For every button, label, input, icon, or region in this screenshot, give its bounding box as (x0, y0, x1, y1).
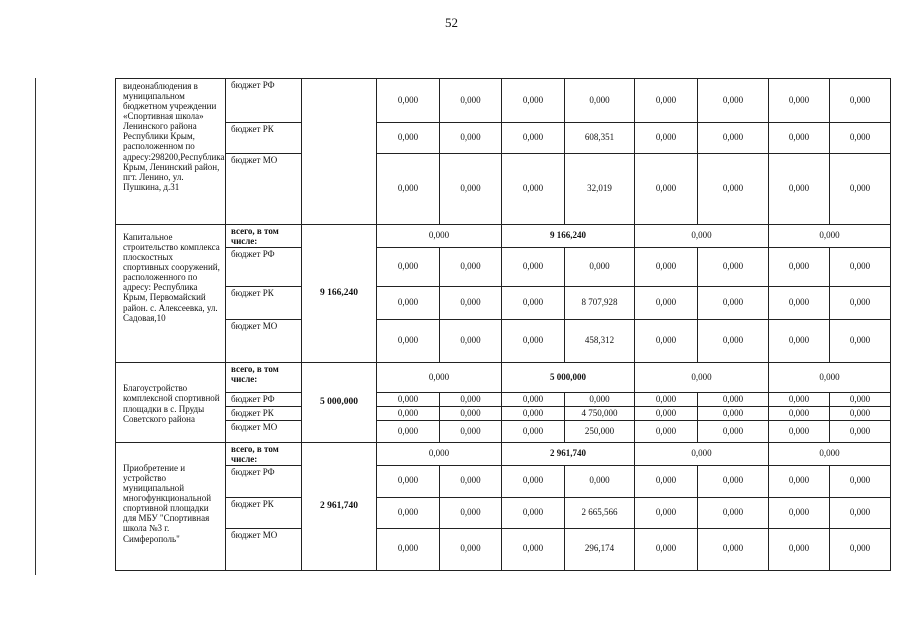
value-cell: 0,000 (769, 393, 830, 407)
source-label: бюджет РК (226, 123, 302, 154)
value-cell: 0,000 (377, 287, 440, 320)
value-cell: 0,000 (377, 393, 440, 407)
table-row (116, 465, 891, 497)
value-cell: 32,019 (565, 154, 635, 225)
year-total-cell: 5 000,000 (502, 363, 635, 393)
value-cell: 0,000 (830, 393, 891, 407)
value-cell: 0,000 (830, 248, 891, 287)
value-cell: 4 750,000 (565, 407, 635, 421)
value-cell: 0,000 (440, 320, 502, 363)
value-cell: 0,000 (635, 320, 698, 363)
page-number: 52 (445, 15, 458, 30)
year-total-cell: 0,000 (635, 443, 769, 466)
value-cell: 0,000 (565, 79, 635, 123)
value-cell: 0,000 (698, 154, 769, 225)
value-cell: 0,000 (635, 123, 698, 154)
budget-table (115, 78, 891, 571)
value-cell: 0,000 (769, 465, 830, 497)
value-cell: 0,000 (698, 465, 769, 497)
value-cell: 0,000 (377, 248, 440, 287)
value-cell: 0,000 (502, 248, 565, 287)
value-cell: 0,000 (440, 421, 502, 443)
year-total-cell: 0,000 (769, 225, 891, 248)
table-row (116, 393, 891, 407)
value-cell: 0,000 (635, 528, 698, 570)
value-cell: 0,000 (830, 320, 891, 363)
value-cell: 0,000 (377, 320, 440, 363)
year-total-cell: 0,000 (377, 363, 502, 393)
value-cell: 0,000 (377, 528, 440, 570)
year-total-cell: 0,000 (635, 225, 769, 248)
year-total-cell: 0,000 (769, 443, 891, 466)
source-label: бюджет МО (226, 154, 302, 225)
value-cell: 0,000 (698, 320, 769, 363)
table-row (116, 320, 891, 363)
value-cell: 0,000 (440, 248, 502, 287)
table-row (116, 154, 891, 225)
source-label: бюджет МО (226, 320, 302, 363)
value-cell: 0,000 (698, 248, 769, 287)
value-cell: 0,000 (377, 465, 440, 497)
value-cell: 0,000 (502, 79, 565, 123)
project-total: 5 000,000 (302, 363, 377, 443)
total-label: всего, в том числе: (226, 363, 302, 393)
value-cell: 0,000 (830, 79, 891, 123)
value-cell: 0,000 (502, 421, 565, 443)
value-cell: 0,000 (769, 79, 830, 123)
table-row (116, 287, 891, 320)
source-label: бюджет МО (226, 421, 302, 443)
value-cell: 0,000 (440, 123, 502, 154)
value-cell: 0,000 (440, 528, 502, 570)
source-label: бюджет РК (226, 287, 302, 320)
value-cell: 0,000 (769, 497, 830, 528)
value-cell: 458,312 (565, 320, 635, 363)
project-name: Благоустройство комплексной спортивной площадки в с. Пруды Советского района (116, 363, 226, 443)
value-cell: 0,000 (440, 79, 502, 123)
value-cell: 0,000 (635, 421, 698, 443)
total-label: всего, в том числе: (226, 443, 302, 466)
value-cell: 0,000 (698, 393, 769, 407)
year-total-cell: 2 961,740 (502, 443, 635, 466)
value-cell: 0,000 (635, 154, 698, 225)
value-cell: 0,000 (377, 123, 440, 154)
value-cell: 0,000 (769, 248, 830, 287)
value-cell: 0,000 (502, 528, 565, 570)
value-cell: 0,000 (698, 407, 769, 421)
value-cell: 0,000 (440, 287, 502, 320)
value-cell: 0,000 (565, 465, 635, 497)
value-cell: 0,000 (769, 320, 830, 363)
value-cell: 0,000 (635, 497, 698, 528)
value-cell: 0,000 (635, 287, 698, 320)
value-cell: 0,000 (502, 320, 565, 363)
value-cell: 0,000 (502, 393, 565, 407)
project-name: Приобретение и устройство муниципальной многофункциональной спортивной площадки для МБУ "Спортивная школа №3 г. Симферополь" (116, 443, 226, 571)
value-cell: 0,000 (377, 421, 440, 443)
source-label: бюджет РФ (226, 248, 302, 287)
table-row (116, 363, 891, 393)
year-total-cell: 0,000 (377, 225, 502, 248)
table-row (116, 528, 891, 570)
value-cell: 0,000 (377, 497, 440, 528)
value-cell: 0,000 (698, 123, 769, 154)
value-cell: 0,000 (698, 528, 769, 570)
total-label: всего, в том числе: (226, 225, 302, 248)
value-cell: 250,000 (565, 421, 635, 443)
value-cell: 0,000 (635, 248, 698, 287)
value-cell: 0,000 (502, 407, 565, 421)
source-label: бюджет РФ (226, 393, 302, 407)
project-total: 2 961,740 (302, 443, 377, 571)
value-cell: 0,000 (698, 421, 769, 443)
value-cell: 0,000 (635, 407, 698, 421)
value-cell: 0,000 (377, 79, 440, 123)
value-cell: 0,000 (502, 465, 565, 497)
value-cell: 2 665,566 (565, 497, 635, 528)
source-label: бюджет МО (226, 528, 302, 570)
value-cell: 0,000 (769, 287, 830, 320)
value-cell: 0,000 (769, 528, 830, 570)
table-row (116, 421, 891, 443)
table-row (116, 225, 891, 248)
value-cell: 0,000 (830, 497, 891, 528)
source-label: бюджет РФ (226, 79, 302, 123)
value-cell: 0,000 (769, 123, 830, 154)
table-row (116, 443, 891, 466)
value-cell: 8 707,928 (565, 287, 635, 320)
project-name: видеонаблюдения в муниципальном бюджетном учреждении «Спортивная школа» Ленинского района Республики Крым, расположенном по адресу:298200,Республика Крым, Ленинский район, пгт. Ленино, ул. Пушкина, д.31 (116, 79, 226, 225)
value-cell: 0,000 (635, 79, 698, 123)
value-cell: 0,000 (830, 123, 891, 154)
value-cell: 296,174 (565, 528, 635, 570)
value-cell: 0,000 (698, 287, 769, 320)
value-cell: 0,000 (377, 407, 440, 421)
value-cell: 0,000 (830, 421, 891, 443)
value-cell: 0,000 (698, 79, 769, 123)
value-cell: 0,000 (830, 528, 891, 570)
value-cell: 0,000 (830, 287, 891, 320)
source-label: бюджет РФ (226, 465, 302, 497)
value-cell: 0,000 (635, 465, 698, 497)
margin-line (35, 78, 36, 575)
year-total-cell: 0,000 (377, 443, 502, 466)
value-cell: 0,000 (565, 248, 635, 287)
project-total: 9 166,240 (302, 225, 377, 363)
year-total-cell: 0,000 (769, 363, 891, 393)
source-label: бюджет РК (226, 407, 302, 421)
value-cell: 0,000 (769, 154, 830, 225)
value-cell: 0,000 (377, 154, 440, 225)
value-cell: 0,000 (440, 393, 502, 407)
value-cell: 0,000 (769, 407, 830, 421)
table-row (116, 407, 891, 421)
project-name: Капитальное строительство комплекса плоскостных спортивных сооружений, расположенного по адресу: Республика Крым, Первомайский район. с. Алексеевка, ул. Садовая,10 (116, 225, 226, 363)
value-cell: 0,000 (440, 407, 502, 421)
value-cell: 0,000 (830, 407, 891, 421)
year-total-cell: 9 166,240 (502, 225, 635, 248)
value-cell: 0,000 (502, 497, 565, 528)
value-cell: 0,000 (698, 497, 769, 528)
value-cell: 0,000 (502, 287, 565, 320)
value-cell: 0,000 (830, 154, 891, 225)
table-row (116, 497, 891, 528)
value-cell: 0,000 (440, 497, 502, 528)
value-cell: 0,000 (440, 154, 502, 225)
year-total-cell: 0,000 (635, 363, 769, 393)
value-cell: 0,000 (502, 123, 565, 154)
table-row (116, 79, 891, 123)
project-total (302, 79, 377, 225)
value-cell: 0,000 (769, 421, 830, 443)
value-cell: 608,351 (565, 123, 635, 154)
source-label: бюджет РК (226, 497, 302, 528)
value-cell: 0,000 (565, 393, 635, 407)
value-cell: 0,000 (502, 154, 565, 225)
table-row (116, 248, 891, 287)
value-cell: 0,000 (830, 465, 891, 497)
value-cell: 0,000 (635, 393, 698, 407)
value-cell: 0,000 (440, 465, 502, 497)
table-row (116, 123, 891, 154)
